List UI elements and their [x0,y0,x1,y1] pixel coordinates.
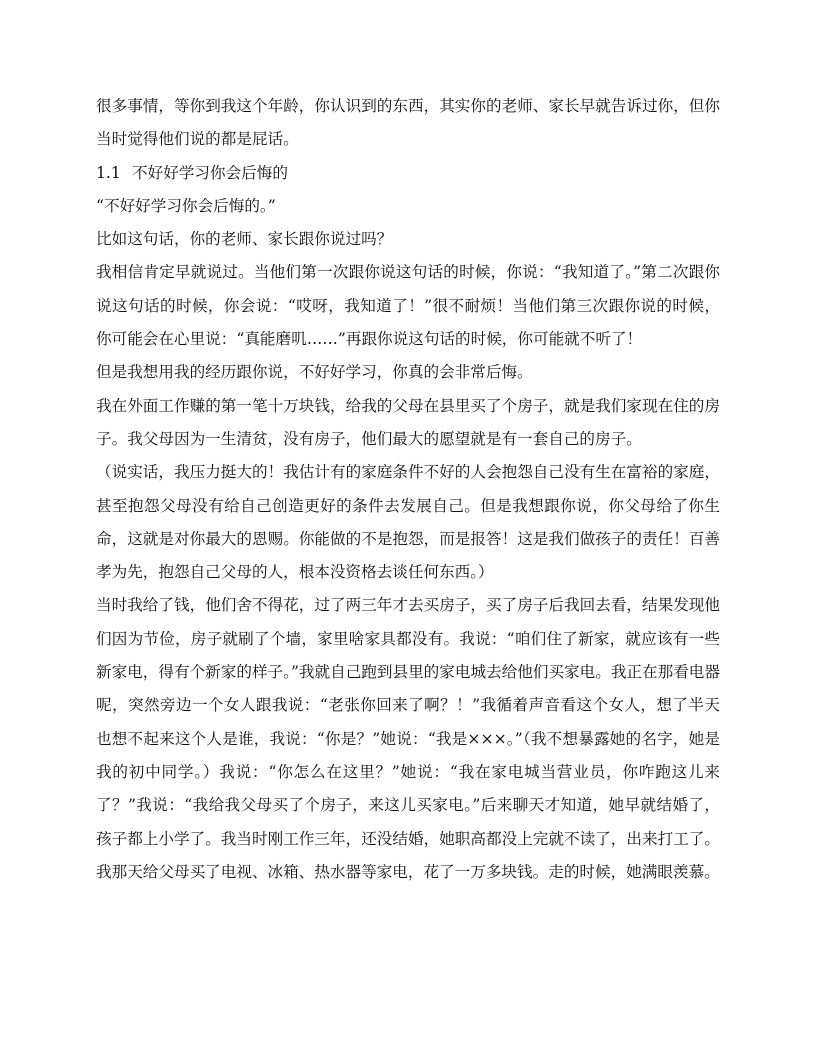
paragraph-regret: 但是我想用我的经历跟你说，不好好学习，你真的会非常后悔。 [96,363,533,382]
section-heading [96,157,720,190]
paragraph-repetition: 我相信肯定早就说过。当他们第一次跟你说这句话的时候，你说：“我知道了。”第二次跟你说这句话的时候，你会说：“哎呀，我知道了！”很不耐烦！当他们第三次跟你说的时候，你可能会在心里说：“真能磨叽……”再跟你说这句话的时候，你可能就不听了！ [96,263,720,349]
paragraph-story: 当时我给了钱，他们舍不得花，过了两三年才去买房子，买了房子后我回去看，结果发现他们因为节俭，房子就刷了个墙，家里啥家具都没有。我说：“咱们住了新家，就应该有一些新家电，得有个新家的样子。”我就自己跑到县里的家电城去给他们买家电。我正在那看电器呢，突然旁边一个女人跟我说：“老张你回来了啊？！”我循着声音看这个女人，想了半天也想不起来这个人是谁，我说：“你是？”她说：“我是×××。”（我不想暴露她的名字，她是我的初中同学。）我说：“你怎么在这里？”她说：“我在家电城当营业员，你咋跑这儿来了？”我说：“我给我父母买了个房子，来这儿买家电。”后来聊天才知道，她早就结婚了，孩子都上小学了。我当时刚工作三年，还没结婚，她职高都没上完就不读了，出来打工了。我那天给父母买了电视、冰箱、热水器等家电，花了一万多块钱。走的时候，她满眼羡慕。 [96,596,720,881]
section-number: 1.1 [96,163,121,182]
paragraph-aside: （说实话，我压力挺大的！我估计有的家庭条件不好的人会抱怨自己没有生在富裕的家庭，甚至抱怨父母没有给自己创造更好的条件去发展自己。但是我想跟你说，你父母给了你生命，这就是对你最大的恩赐。你能做的不是抱怨，而是报答！这是我们做孩子的责任！百善孝为先，抱怨自己父母的人，根本没资格去谈任何东西。） [96,463,720,582]
paragraph-quote: “不好好学习你会后悔的。” [96,196,276,215]
intro-paragraph: 很多事情，等你到我这个年龄，你认识到的东西，其实你的老师、家长早就告诉过你，但你当时觉得他们说的都是屁话。 [96,97,720,149]
paragraph-house: 我在外面工作赚的第一笔十万块钱，给我的父母在县里买了个房子，就是我们家现在住的房子。我父母因为一生清贫，没有房子，他们最大的愿望就是有一套自己的房子。 [96,396,720,448]
section-title: 不好好学习你会后悔的 [132,163,288,182]
paragraph-question: 比如这句话，你的老师、家长跟你说过吗？ [96,230,393,249]
document-page [96,90,720,889]
